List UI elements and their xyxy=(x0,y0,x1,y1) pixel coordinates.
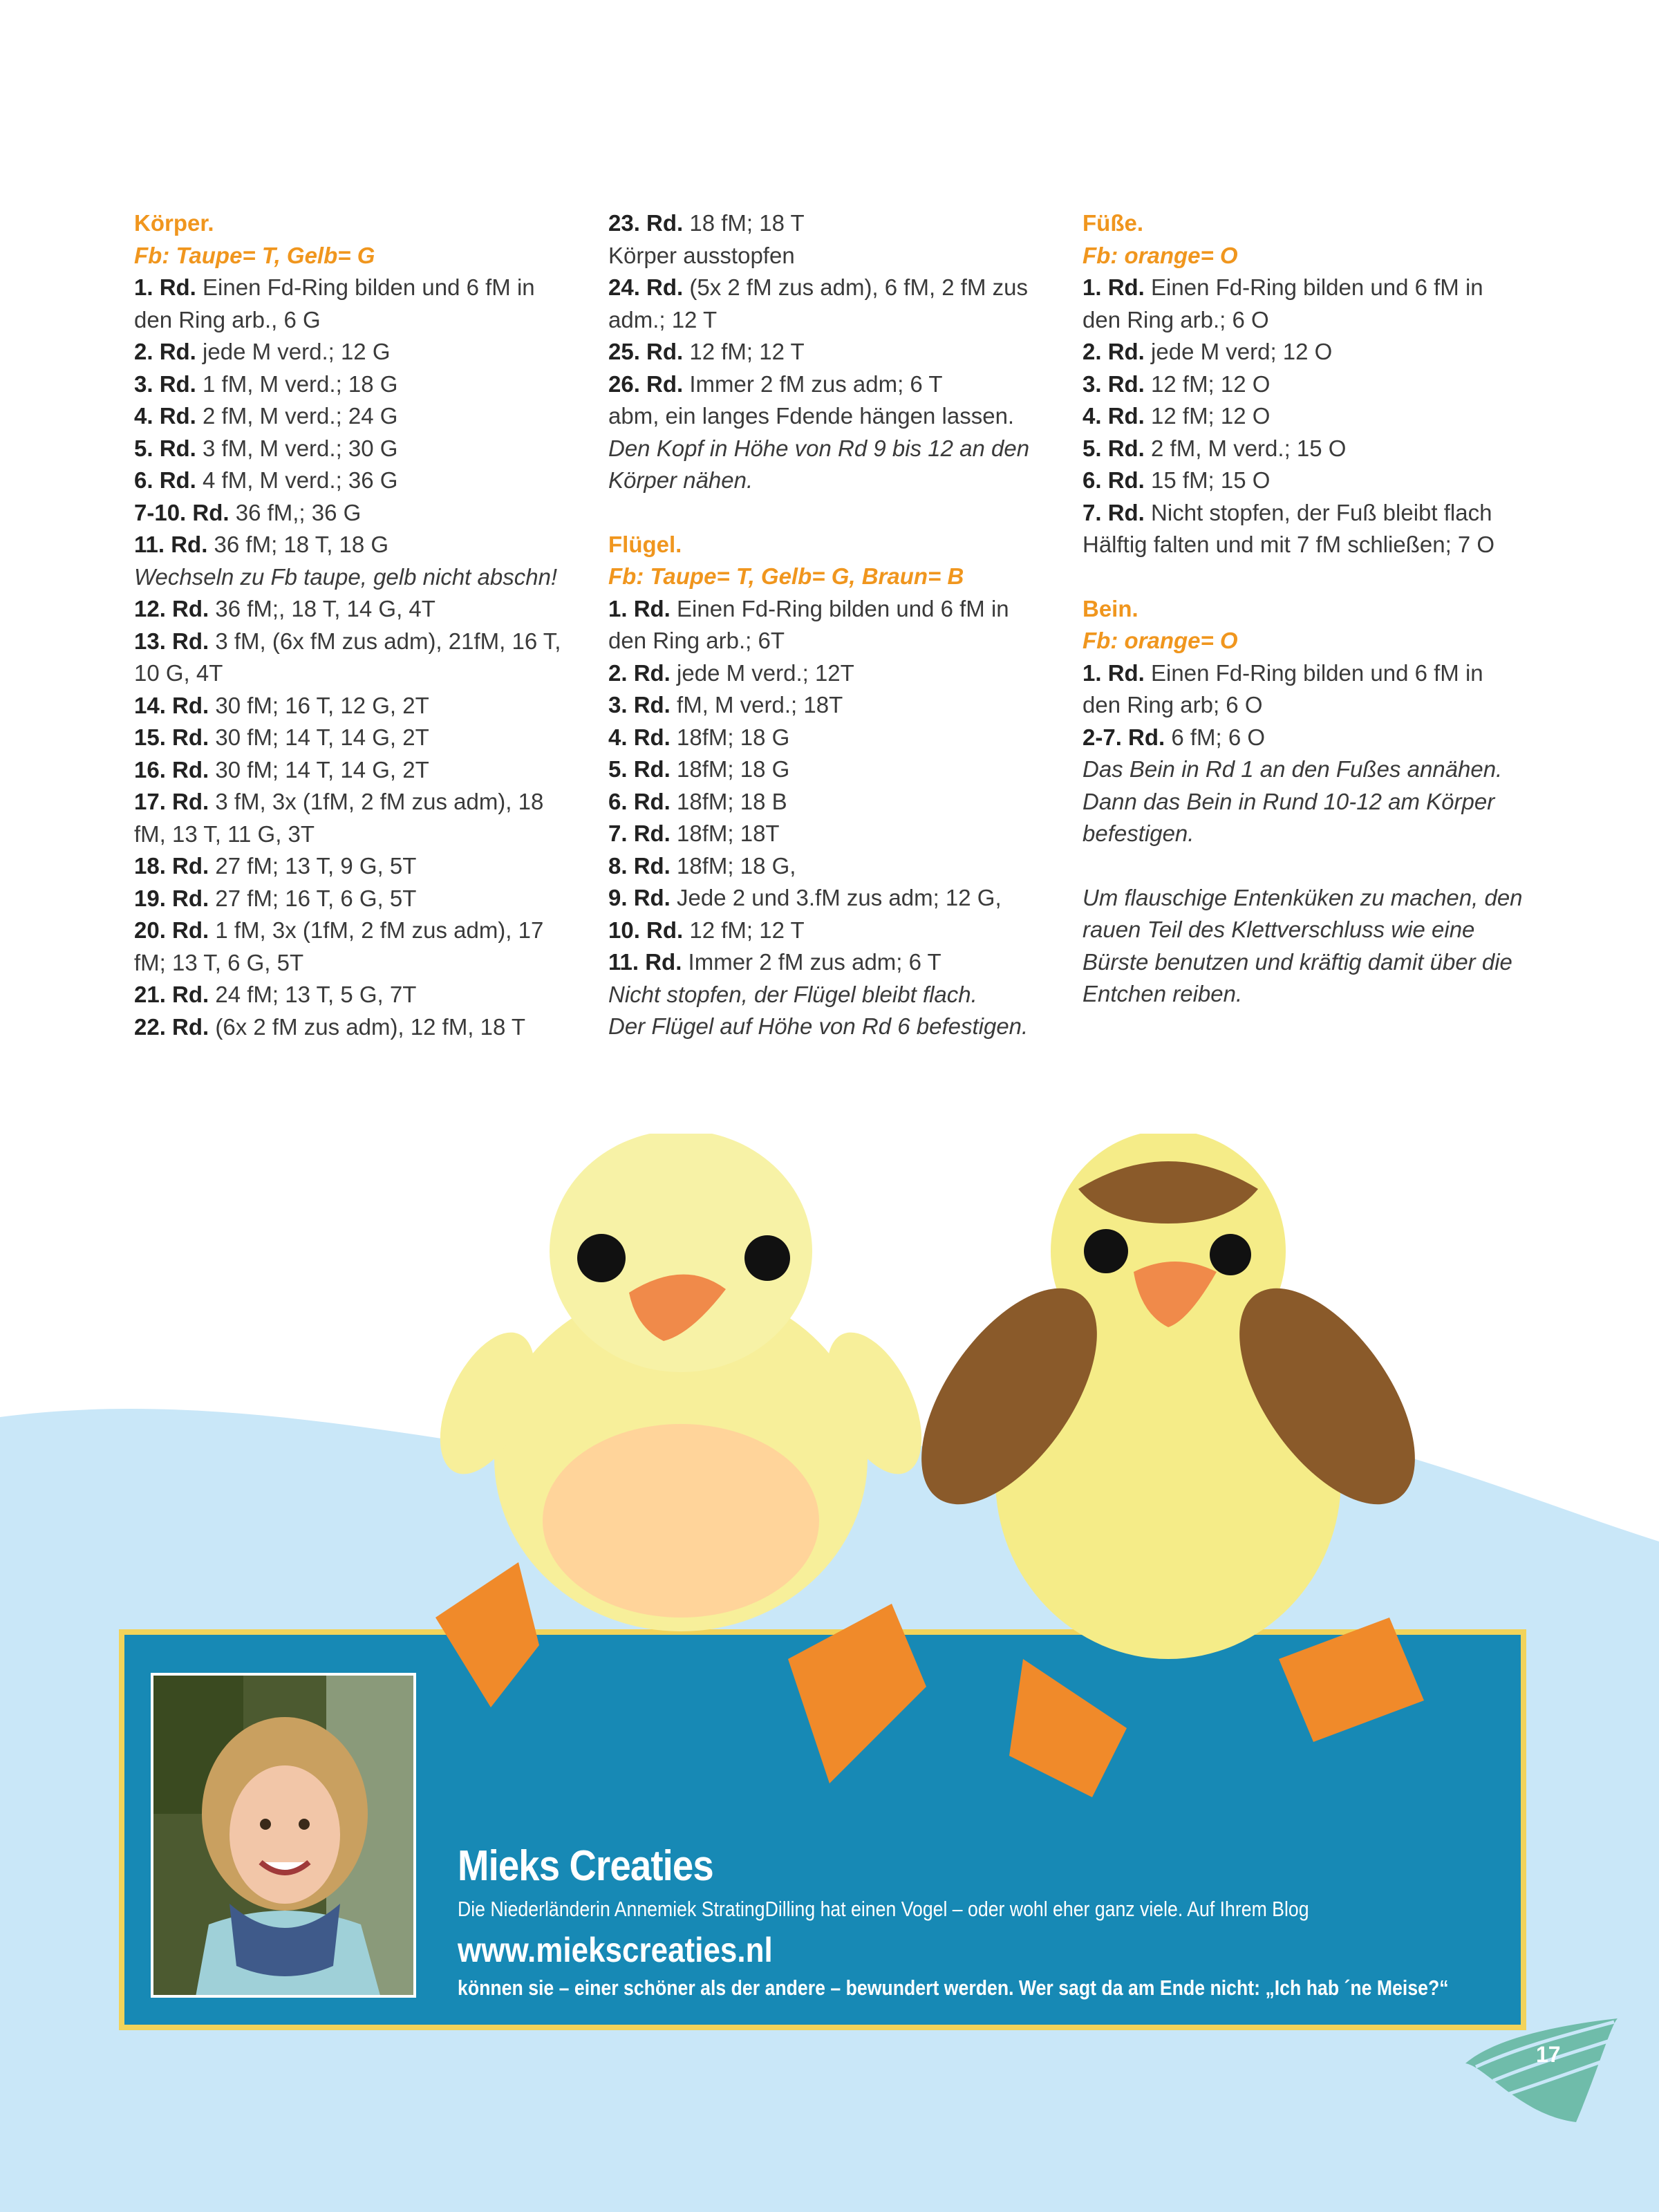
round-text: 36 fM,; 36 G xyxy=(229,499,362,525)
round-text: 27 fM; 16 T, 6 G, 5T xyxy=(209,885,417,911)
round-text: 15 fM; 15 O xyxy=(1144,467,1271,493)
section-title: Bein. xyxy=(1082,595,1138,621)
instruction-text: Körper ausstopfen xyxy=(608,242,795,268)
round-instruction xyxy=(1082,465,1525,497)
round-instruction xyxy=(134,850,577,883)
instruction-note: Nicht stopfen, der Flügel bleibt flach. xyxy=(608,981,977,1007)
round-text: 18fM; 18 B xyxy=(670,788,787,814)
round-label: 7-10. Rd. xyxy=(134,499,229,525)
round-label: 25. Rd. xyxy=(608,339,684,364)
round-text: 12 fM; 12 O xyxy=(1144,403,1271,429)
round-text: 36 fM; 18 T, 18 G xyxy=(207,532,389,557)
round-text: fM, M verd.; 18T xyxy=(670,692,843,718)
color-legend: Fb: orange= O xyxy=(1082,242,1238,268)
brown-duckling xyxy=(887,1134,1450,1797)
round-instruction xyxy=(1082,497,1525,529)
round-instruction xyxy=(134,368,577,401)
round-label: 5. Rd. xyxy=(1082,435,1145,461)
round-text: 30 fM; 14 T, 14 G, 2T xyxy=(209,724,429,750)
round-label: 5. Rd. xyxy=(134,435,196,461)
round-text: 2 fM, M verd.; 15 O xyxy=(1144,435,1347,461)
round-label: 7. Rd. xyxy=(608,821,671,846)
round-text: 24 fM; 13 T, 5 G, 7T xyxy=(209,982,417,1007)
round-text: 4 fM, M verd.; 36 G xyxy=(196,467,398,493)
round-label: 4. Rd. xyxy=(608,724,671,750)
round-label: 1. Rd. xyxy=(608,595,671,621)
round-instruction xyxy=(608,722,1051,754)
round-instruction xyxy=(608,272,1051,336)
spacer xyxy=(1082,561,1525,593)
round-instruction xyxy=(134,400,577,433)
round-text: 27 fM; 13 T, 9 G, 5T xyxy=(209,853,417,879)
round-instruction xyxy=(134,593,577,626)
round-instruction xyxy=(134,786,577,850)
round-label: 6. Rd. xyxy=(608,788,671,814)
crochet-ducklings-photo xyxy=(415,1134,1555,2032)
round-label: 13. Rd. xyxy=(134,628,209,654)
author-blog-link[interactable]: www.miekscreaties.nl xyxy=(458,1931,773,1969)
round-instruction xyxy=(608,336,1051,368)
section-title: Körper. xyxy=(134,210,214,236)
round-text: 6 fM; 6 O xyxy=(1165,724,1266,750)
round-label: 2-7. Rd. xyxy=(1082,724,1165,750)
round-instruction xyxy=(134,433,577,465)
round-text: 12 fM; 12 O xyxy=(1144,371,1271,397)
round-instruction xyxy=(608,818,1051,850)
round-label: 11. Rd. xyxy=(608,949,682,975)
round-label: 26. Rd. xyxy=(608,371,684,397)
round-label: 20. Rd. xyxy=(134,917,209,943)
round-text: Immer 2 fM zus adm; 6 T xyxy=(683,371,943,397)
round-instruction xyxy=(608,753,1051,786)
round-instruction xyxy=(608,915,1051,947)
round-label: 7. Rd. xyxy=(1082,499,1145,525)
round-instruction xyxy=(1082,433,1525,465)
color-legend: Fb: Taupe= T, Gelb= G, Braun= B xyxy=(608,563,964,589)
round-text: 1 fM, M verd.; 18 G xyxy=(196,371,398,397)
round-label: 22. Rd. xyxy=(134,1013,209,1040)
section-title: Füße. xyxy=(1082,210,1143,236)
round-instruction xyxy=(608,786,1051,818)
round-label: 3. Rd. xyxy=(134,371,196,397)
round-text: jede M verd.; 12 G xyxy=(196,339,391,364)
round-label: 17. Rd. xyxy=(134,789,209,814)
round-label: 5. Rd. xyxy=(608,756,671,782)
yellow-duckling xyxy=(421,1134,941,1783)
round-text: (5x 2 fM zus adm), 6 fM, 2 fM zus adm.; 12 T xyxy=(608,274,1028,332)
round-instruction xyxy=(134,722,577,754)
round-instruction xyxy=(608,850,1051,883)
round-label: 8. Rd. xyxy=(608,852,671,879)
round-label: 6. Rd. xyxy=(1082,467,1145,493)
round-label: 16. Rd. xyxy=(134,756,209,782)
round-text: jede M verd.; 12T xyxy=(670,659,854,686)
round-text: Einen Fd-Ring bilden und 6 fM in den Ring arb., 6 G xyxy=(134,274,535,332)
instruction-note: Den Kopf in Höhe von Rd 9 bis 12 an den Körper nähen. xyxy=(608,435,1030,493)
round-text: Jede 2 und 3.fM zus adm; 12 G, xyxy=(670,885,1002,910)
round-text: 1 fM, 3x (1fM, 2 fM zus adm), 17 fM; 13 T, 6 G, 5T xyxy=(134,917,544,975)
round-label: 3. Rd. xyxy=(608,692,671,718)
round-instruction xyxy=(134,979,577,1011)
round-label: 3. Rd. xyxy=(1082,371,1145,397)
round-text: 30 fM; 14 T, 14 G, 2T xyxy=(209,756,429,782)
round-text: Nicht stopfen, der Fuß bleibt flach xyxy=(1144,499,1492,525)
round-text: 18fM; 18 G xyxy=(670,724,790,750)
round-text: Einen Fd-Ring bilden und 6 fM in den Ring arb.; 6 O xyxy=(1082,274,1483,332)
round-label: 11. Rd. xyxy=(134,532,208,557)
round-instruction xyxy=(1082,722,1525,754)
round-label: 14. Rd. xyxy=(134,692,209,718)
round-text: 12 fM; 12 T xyxy=(683,339,805,364)
round-instruction xyxy=(608,368,1051,401)
spacer xyxy=(608,497,1051,529)
color-legend: Fb: Taupe= T, Gelb= G xyxy=(134,242,375,268)
round-instruction xyxy=(134,336,577,368)
page-number: 17 xyxy=(1536,2042,1561,2067)
round-text: Einen Fd-Ring bilden und 6 fM in den Ring arb.; 6T xyxy=(608,595,1009,653)
author-description: Die Niederländerin Annemiek StratingDilling hat einen Vogel – oder wohl eher ganz viele. Auf Ihrem Blog xyxy=(458,1897,1309,1921)
round-label: 21. Rd. xyxy=(134,982,209,1007)
round-text: jede M verd; 12 O xyxy=(1144,339,1333,364)
round-label: 23. Rd. xyxy=(608,210,684,236)
round-instruction xyxy=(608,946,1051,979)
round-text: (6x 2 fM zus adm), 12 fM, 18 T xyxy=(209,1013,526,1040)
round-text: 18fM; 18T xyxy=(670,821,780,846)
round-instruction xyxy=(1082,657,1525,722)
author-name: Mieks Creaties xyxy=(458,1842,713,1890)
instruction-text: abm, ein langes Fdende hängen lassen. xyxy=(608,403,1015,429)
round-text: 30 fM; 16 T, 12 G, 2T xyxy=(209,692,429,718)
spacer xyxy=(1082,850,1525,882)
column-koerper xyxy=(134,207,577,1043)
author-photo xyxy=(151,1673,416,1998)
round-instruction xyxy=(134,465,577,497)
round-instruction xyxy=(608,207,1051,240)
round-label: 4. Rd. xyxy=(134,403,196,429)
round-text: 18 fM; 18 T xyxy=(683,210,805,236)
round-instruction xyxy=(134,529,577,561)
round-label: 24. Rd. xyxy=(608,274,684,300)
column-fuesse-bein xyxy=(1082,207,1525,1011)
round-label: 2. Rd. xyxy=(134,339,196,364)
instruction-text: Hälftig falten und mit 7 fM schließen; 7 O xyxy=(1082,532,1495,557)
color-legend: Fb: orange= O xyxy=(1082,628,1238,653)
author-description-continued: können sie – einer schöner als der andere – bewundert werden. Wer sagt da am Ende nicht: „Ich hab ´ne Meise?“ xyxy=(458,1976,1449,2000)
round-label: 1. Rd. xyxy=(1082,659,1145,686)
round-instruction xyxy=(134,497,577,529)
round-instruction xyxy=(1082,272,1525,336)
round-instruction xyxy=(608,593,1051,657)
round-instruction xyxy=(608,657,1051,690)
round-label: 1. Rd. xyxy=(134,274,196,300)
round-label: 6. Rd. xyxy=(134,467,196,493)
round-label: 10. Rd. xyxy=(608,917,684,943)
round-label: 1. Rd. xyxy=(1082,274,1145,300)
round-instruction xyxy=(608,689,1051,722)
round-instruction xyxy=(134,754,577,787)
round-text: 18fM; 18 G, xyxy=(670,852,796,879)
round-text: 3 fM, M verd.; 30 G xyxy=(196,435,398,461)
round-text: Immer 2 fM zus adm; 6 T xyxy=(682,949,941,975)
round-label: 9. Rd. xyxy=(608,885,671,910)
instruction-note: Der Flügel auf Höhe von Rd 6 befestigen. xyxy=(608,1013,1029,1039)
round-text: 3 fM, 3x (1fM, 2 fM zus adm), 18 fM, 13 T, 11 G, 3T xyxy=(134,789,544,847)
round-instruction xyxy=(134,883,577,915)
instruction-note: Wechseln zu Fb taupe, gelb nicht abschn! xyxy=(134,563,558,590)
round-label: 2. Rd. xyxy=(1082,339,1145,364)
round-instruction xyxy=(1082,368,1525,401)
round-label: 18. Rd. xyxy=(134,853,209,879)
round-label: 2. Rd. xyxy=(608,659,671,686)
column-koerper-fluegel xyxy=(608,207,1051,1043)
round-instruction xyxy=(134,1011,577,1044)
instruction-note: Das Bein in Rd 1 an den Fußes annähen. Dann das Bein in Rund 10-12 am Körper befestigen. xyxy=(1082,756,1503,846)
instruction-note: Um flauschige Entenküken zu machen, den rauen Teil des Klettverschluss wie eine Bürste benutzen und kräftig damit über die Entchen reiben. xyxy=(1082,884,1523,1006)
round-text: 36 fM;, 18 T, 14 G, 4T xyxy=(209,596,435,621)
round-text: Einen Fd-Ring bilden und 6 fM in den Ring arb; 6 O xyxy=(1082,659,1483,718)
round-instruction xyxy=(134,690,577,722)
round-label: 12. Rd. xyxy=(134,596,209,621)
section-title: Flügel. xyxy=(608,531,682,557)
round-text: 18fM; 18 G xyxy=(670,756,790,782)
round-label: 4. Rd. xyxy=(1082,403,1145,429)
round-instruction xyxy=(608,882,1051,915)
round-text: 12 fM; 12 T xyxy=(683,917,805,943)
round-label: 19. Rd. xyxy=(134,885,209,911)
round-text: 3 fM, (6x fM zus adm), 21fM, 16 T, 10 G, 4T xyxy=(134,628,561,686)
round-instruction xyxy=(1082,336,1525,368)
round-instruction xyxy=(134,272,577,336)
round-label: 15. Rd. xyxy=(134,724,209,750)
round-text: 2 fM, M verd.; 24 G xyxy=(196,403,398,429)
round-instruction xyxy=(134,915,577,979)
round-instruction xyxy=(134,626,577,690)
round-instruction xyxy=(1082,400,1525,433)
